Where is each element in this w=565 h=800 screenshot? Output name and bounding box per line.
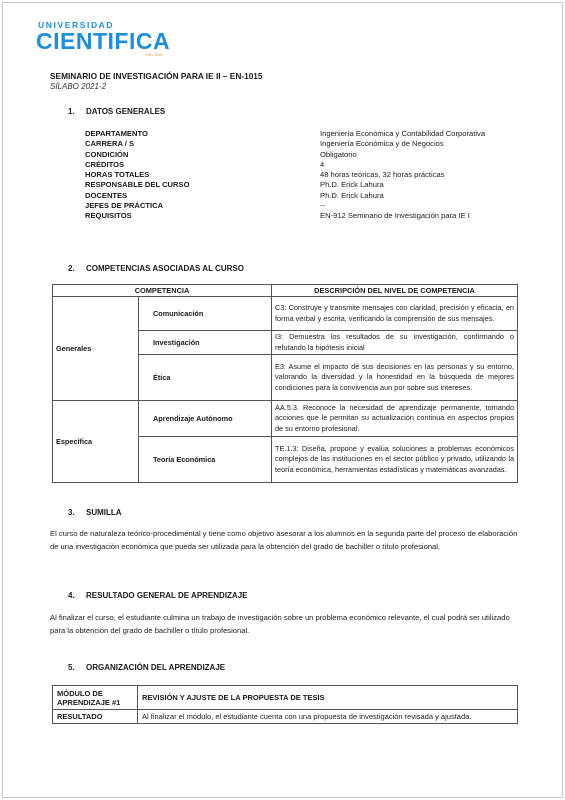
datos-row: RESPONSABLE DEL CURSO Ph.D. Erick Lahura (85, 180, 384, 190)
course-subtitle: SÍLABO 2021-2 (50, 82, 107, 91)
header-descripcion: DESCRIPCIÓN DEL NIVEL DE COMPETENCIA (272, 285, 518, 297)
sumilla-text: El curso de naturaleza teórico-procedimental y tiene como objetivo asesorar a los alumnos en la segunda parte del proceso de elaboración de una investigación económica que pueda ser utilizada para la obtención del grado de bachiller o título profesional. (50, 529, 518, 551)
competencia-name: Teoría Económica (139, 437, 272, 483)
competencia-name: Comunicación (139, 297, 272, 331)
resultado-value: Al finalizar el módulo, el estudiante cuenta con una propuesta de investigación revisada y ajustada. (138, 710, 518, 724)
logo-sub-text: DEL SUR (146, 53, 164, 57)
competencia-desc: E3: Asume el impacto de sus decisiones en las personas y su entorno, valorando la diversidad y la honestidad en la búsqueda de mejores condiciones para la convivencia aun por sobre sus intereses. (272, 355, 518, 401)
datos-row: HORAS TOTALES 48 horas teóricas, 32 horas prácticas (85, 170, 445, 180)
table-header-row (53, 285, 518, 297)
datos-row: REQUISITOS EN-912 Seminario de Investigación para IE I (85, 211, 470, 221)
university-logo (36, 20, 176, 60)
logo-main-text: CIENTIFICA (36, 28, 171, 54)
resultado-text: Al finalizar el curso, el estudiante culmina un trabajo de investigación sobre un problema económico relevante, el cual podrá ser utilizado para la obtención del grado de bachiller o título profesional. (50, 613, 510, 635)
competencia-desc: TE.1.3: Diseña, propone y evalúa soluciones a problemas económicos complejos de las instituciones en el sector público y privado, utilizando la teoría económica, herramientas estadísticas y matemáticas avanzadas. (272, 437, 518, 483)
table-row (53, 401, 518, 437)
header-competencia: COMPETENCIA (53, 285, 272, 297)
table-row (53, 297, 518, 331)
table-row (53, 710, 518, 724)
table-row (53, 686, 518, 710)
competencia-name: Aprendizaje Autónomo (139, 401, 272, 437)
competencias-table (52, 284, 518, 483)
modulo-label: MÓDULO DE APRENDIZAJE #1 (53, 686, 138, 710)
resultado-label: RESULTADO (53, 710, 138, 724)
course-title: SEMINARIO DE INVESTIGACIÓN PARA IE II – EN-1015 (50, 71, 263, 81)
group-generales: Generales (53, 297, 139, 401)
organizacion-table (52, 685, 518, 724)
datos-row: DEPARTAMENTO Ingeniería Económica y Contabilidad Corporativa (85, 129, 486, 138)
datos-row: DOCENTES Ph.D. Erick Lahura (85, 190, 384, 200)
competencia-desc: I3: Demuestra los resultados de su investigación, confirmando o refutando la hipótesis inicial (272, 331, 518, 355)
competencia-name: Investigación (139, 331, 272, 355)
competencia-name: Ética (139, 355, 272, 401)
datos-row: CONDICIÓN Obligatorio (85, 149, 357, 159)
datos-generales-list (85, 129, 525, 222)
group-especifica: Específica (53, 401, 139, 483)
modulo-title: REVISIÓN Y AJUSTE DE LA PROPUESTA DE TESIS (138, 686, 518, 710)
datos-row: CARRERA / S Ingeniería Económica y de Negocios (85, 139, 444, 149)
datos-row: JEFES DE PRÁCTICA -- (85, 201, 326, 211)
competencia-desc: C3: Construye y transmite mensajes con claridad, precisión y eficacia, en forma verbal y escrita, verificando la comprensión de sus mensajes. (272, 297, 518, 331)
logo-top-text: UNIVERSIDAD (38, 20, 115, 30)
competencia-desc: AA.5.3. Reconoce la necesidad de aprendizaje permanente, tomando acciones que le permitan su actualización continua en aspectos propios de su entorno profesional. (272, 401, 518, 437)
datos-row: CRÉDITOS 4 (85, 159, 325, 169)
